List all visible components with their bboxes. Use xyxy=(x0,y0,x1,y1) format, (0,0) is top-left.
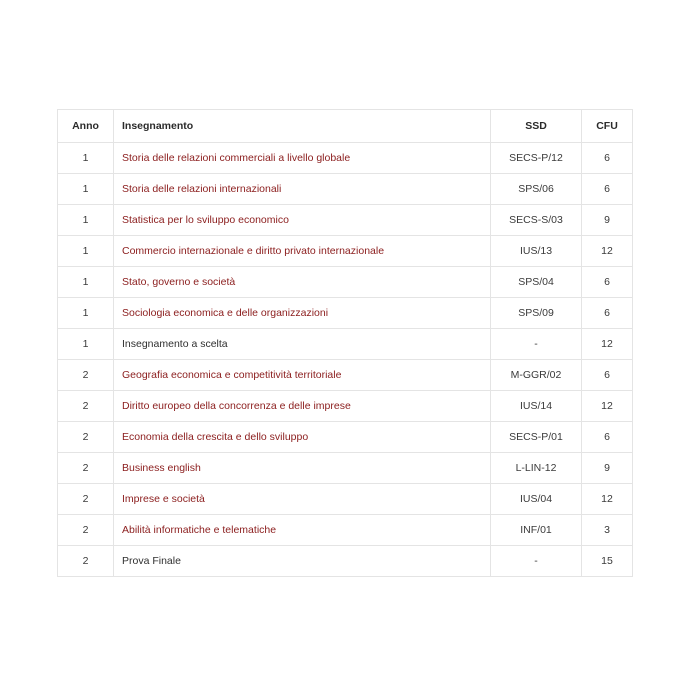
cell-anno: 2 xyxy=(58,422,114,453)
course-link[interactable]: Sociologia economica e delle organizzazioni xyxy=(122,307,329,319)
table-row xyxy=(58,391,633,422)
cell-anno: 1 xyxy=(58,298,114,329)
cell-insegnamento xyxy=(114,298,491,329)
cell-insegnamento xyxy=(114,267,491,298)
course-name: Insegnamento a scelta xyxy=(122,338,228,350)
cell-insegnamento xyxy=(114,515,491,546)
cell-cfu: 9 xyxy=(582,205,633,236)
course-link[interactable]: Geografia economica e competitività territoriale xyxy=(122,369,342,381)
cell-insegnamento xyxy=(114,422,491,453)
cell-insegnamento xyxy=(114,174,491,205)
header-row xyxy=(58,110,633,143)
header-insegnamento: Insegnamento xyxy=(114,110,491,143)
cell-ssd: SECS-P/12 xyxy=(491,143,582,174)
cell-anno: 2 xyxy=(58,515,114,546)
cell-anno: 1 xyxy=(58,205,114,236)
course-link[interactable]: Imprese e società xyxy=(122,493,205,505)
table-row xyxy=(58,515,633,546)
table-body xyxy=(58,143,633,577)
cell-ssd: M-GGR/02 xyxy=(491,360,582,391)
cell-ssd: SPS/06 xyxy=(491,174,582,205)
cell-ssd: IUS/04 xyxy=(491,484,582,515)
cell-cfu: 6 xyxy=(582,174,633,205)
cell-ssd: IUS/13 xyxy=(491,236,582,267)
cell-cfu: 6 xyxy=(582,267,633,298)
cell-cfu: 12 xyxy=(582,484,633,515)
course-link[interactable]: Storia delle relazioni commerciali a livello globale xyxy=(122,152,351,164)
table-row xyxy=(58,329,633,360)
cell-ssd: IUS/14 xyxy=(491,391,582,422)
cell-insegnamento xyxy=(114,391,491,422)
table-row xyxy=(58,143,633,174)
cell-cfu: 6 xyxy=(582,143,633,174)
course-name: Prova Finale xyxy=(122,555,181,567)
cell-insegnamento xyxy=(114,236,491,267)
table-row xyxy=(58,422,633,453)
cell-anno: 2 xyxy=(58,484,114,515)
header-anno: Anno xyxy=(58,110,114,143)
course-link[interactable]: Economia della crescita e dello sviluppo xyxy=(122,431,309,443)
cell-insegnamento xyxy=(114,546,491,577)
course-link[interactable]: Storia delle relazioni internazionali xyxy=(122,183,282,195)
cell-ssd: SPS/09 xyxy=(491,298,582,329)
cell-cfu: 6 xyxy=(582,298,633,329)
cell-ssd: SPS/04 xyxy=(491,267,582,298)
cell-ssd: SECS-S/03 xyxy=(491,205,582,236)
cell-insegnamento xyxy=(114,484,491,515)
table-row xyxy=(58,236,633,267)
course-link[interactable]: Statistica per lo sviluppo economico xyxy=(122,214,289,226)
cell-ssd: SECS-P/01 xyxy=(491,422,582,453)
cell-insegnamento xyxy=(114,205,491,236)
course-link[interactable]: Diritto europeo della concorrenza e delle imprese xyxy=(122,400,351,412)
cell-ssd: - xyxy=(491,329,582,360)
cell-cfu: 6 xyxy=(582,422,633,453)
cell-cfu: 12 xyxy=(582,236,633,267)
cell-cfu: 6 xyxy=(582,360,633,391)
header-ssd: SSD xyxy=(491,110,582,143)
course-link[interactable]: Commercio internazionale e diritto privato internazionale xyxy=(122,245,385,257)
courses-table xyxy=(57,109,633,577)
cell-anno: 1 xyxy=(58,267,114,298)
cell-ssd: L-LIN-12 xyxy=(491,453,582,484)
cell-ssd: - xyxy=(491,546,582,577)
cell-anno: 1 xyxy=(58,174,114,205)
cell-insegnamento xyxy=(114,329,491,360)
table-row xyxy=(58,453,633,484)
cell-cfu: 3 xyxy=(582,515,633,546)
cell-cfu: 9 xyxy=(582,453,633,484)
cell-anno: 2 xyxy=(58,453,114,484)
cell-insegnamento xyxy=(114,453,491,484)
cell-anno: 1 xyxy=(58,143,114,174)
cell-ssd: INF/01 xyxy=(491,515,582,546)
table-row xyxy=(58,298,633,329)
cell-insegnamento xyxy=(114,143,491,174)
table-header xyxy=(58,110,633,143)
courses-table-container xyxy=(57,109,632,577)
table-row xyxy=(58,267,633,298)
cell-anno: 2 xyxy=(58,391,114,422)
table-row xyxy=(58,484,633,515)
header-cfu: CFU xyxy=(582,110,633,143)
cell-insegnamento xyxy=(114,360,491,391)
table-row xyxy=(58,174,633,205)
course-link[interactable]: Business english xyxy=(122,462,201,474)
course-link[interactable]: Stato, governo e società xyxy=(122,276,236,288)
cell-cfu: 15 xyxy=(582,546,633,577)
cell-cfu: 12 xyxy=(582,391,633,422)
cell-anno: 2 xyxy=(58,546,114,577)
table-row xyxy=(58,205,633,236)
cell-cfu: 12 xyxy=(582,329,633,360)
table-row xyxy=(58,546,633,577)
course-link[interactable]: Abilità informatiche e telematiche xyxy=(122,524,277,536)
cell-anno: 1 xyxy=(58,329,114,360)
table-row xyxy=(58,360,633,391)
cell-anno: 1 xyxy=(58,236,114,267)
cell-anno: 2 xyxy=(58,360,114,391)
